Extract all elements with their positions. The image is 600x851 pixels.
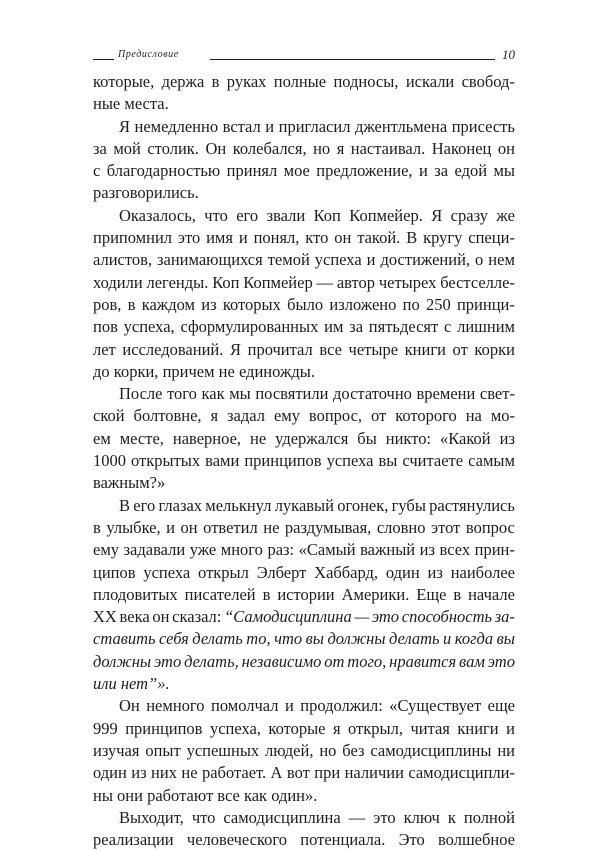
text-line: пов успеха, сформулированных им за пятьдесят с лишним (93, 317, 515, 337)
text-line: в улыбке, и он ответил не раздумывая, словно этот вопрос (93, 517, 515, 537)
text-line: ставить себя делать то, что вы должны делать и когда вы (93, 629, 515, 649)
text-line: ные места. (93, 94, 169, 114)
text-line: до корки, причем не единожды. (93, 361, 315, 381)
text-line: или нет”». (93, 674, 170, 694)
text-line: должны это делать, независимо от того, нравится вам это (93, 651, 515, 671)
text-line: 1000 открытых вами принципов успеха вы считаете самым (93, 451, 515, 471)
text-line: Он немного помолчал и продолжил: «Существует еще (119, 696, 515, 716)
running-header (93, 46, 515, 66)
text-line: ны они работают все как один». (93, 785, 318, 805)
text-line: Оказалось, что его звали Коп Копмейер. Я сразу же (119, 205, 515, 225)
text-line: разговорились. (93, 183, 199, 203)
text-line: Выходит, что самодисциплина — это ключ к полной (119, 807, 515, 827)
page-number: 10 (502, 47, 515, 62)
text-line: ципов успеха открыл Элберт Хаббард, один из наиболее (93, 562, 515, 582)
text-line: В его глазах мелькнул лукавый огонек, губы растянулись (119, 495, 515, 515)
text-line: реализации человеческого потенциала. Это волшебное (93, 830, 515, 850)
header-title: Предисловие (118, 49, 179, 60)
header-dash (93, 59, 114, 60)
text-line: ров, в каждом из которых было изложено по 250 принци- (93, 294, 515, 314)
text-line: важным?» (93, 473, 166, 493)
text-line: изучая опыт успешных людей, но без самодисциплины ни (93, 740, 515, 760)
text-line: лет исследований. Я прочитал все четыре книги от корки (93, 339, 515, 359)
text-line: плодовитых писателей в истории Америки. Еще в начале (93, 584, 515, 604)
text-line: которые, держа в руках полные подносы, искали свобод- (93, 72, 515, 91)
text-line: алистов, занимающихся темой успеха и достижений, о нем (93, 250, 515, 270)
text-line: После того как мы посвятили достаточно времени свет- (119, 384, 515, 404)
text-line: за мой столик. Он колебался, но я настаивал. Наконец он (93, 138, 515, 158)
text-line: припомнил это имя и понял, кто он такой. В кругу специ- (93, 228, 515, 248)
body-text (93, 71, 515, 851)
text-line: с благодарностью принял мое предложение, и за едой мы (93, 161, 515, 181)
text-line: один из них не работает. А вот при наличии самодисципли- (93, 763, 515, 783)
text-line: ем месте, наверное, не удержался бы никто: «Какой из (93, 428, 515, 448)
text-line: ской болтовне, я задал ему вопрос, от которого на мо- (93, 406, 515, 426)
text-line: 999 принципов успеха, которые я открыл, читая книги и (93, 718, 515, 738)
header-rule (210, 59, 495, 60)
text-line: ходили легенды. Коп Копмейер — автор четырех бестселле- (93, 272, 515, 292)
text-line: ему задавали уже много раз: «Самый важный из всех прин- (93, 540, 515, 560)
text-line: XX века он сказал: “Самодисциплина — это способность за- (93, 607, 515, 627)
text-line: Я немедленно встал и пригласил джентльмена присесть (119, 116, 515, 136)
